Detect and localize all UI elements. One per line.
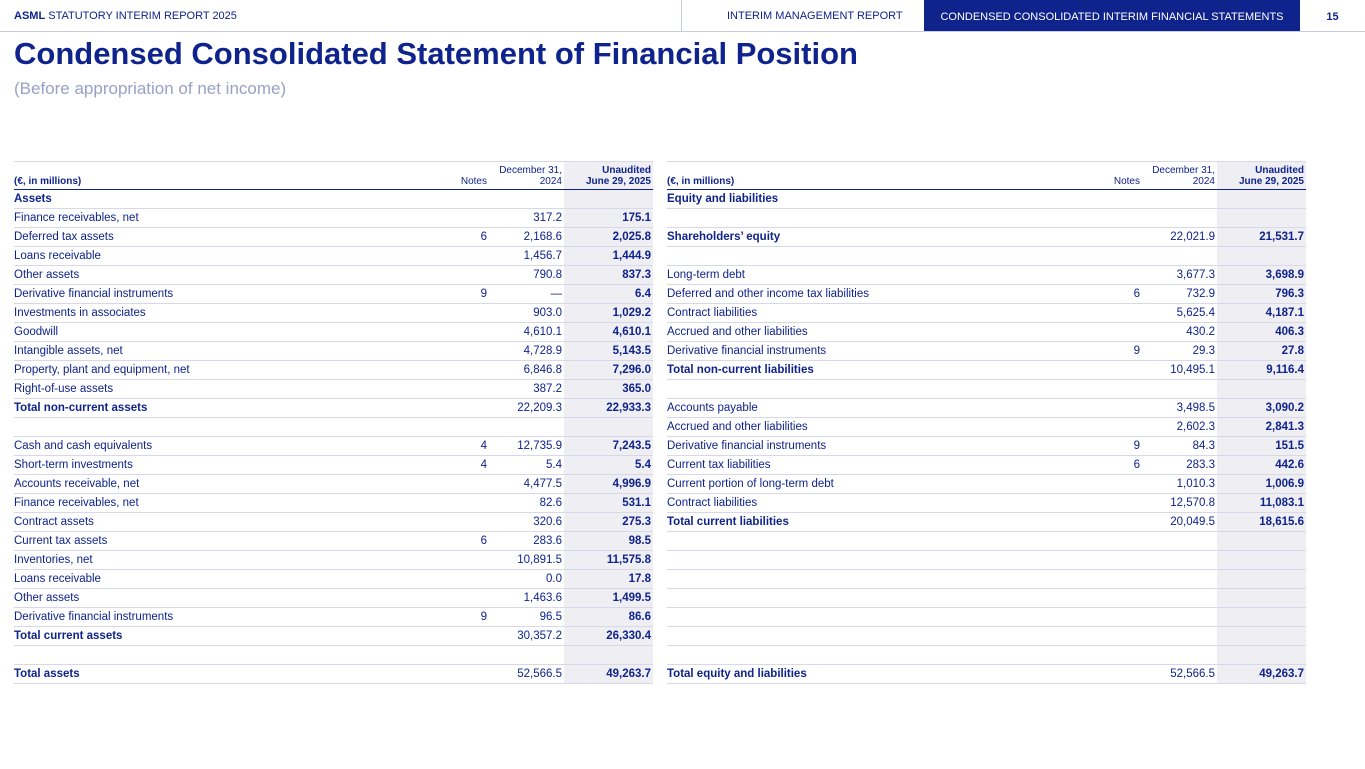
row-prior-value: 22,021.9 [1142,228,1217,247]
row-current-value: 1,006.9 [1217,475,1306,494]
row-prior-value [1142,209,1217,228]
table-row [14,627,653,646]
row-prior-value [489,418,564,437]
row-prior-value: 317.2 [489,209,564,228]
equity-liabilities-table-body [667,190,1306,684]
row-prior-value: 0.0 [489,570,564,589]
row-current-value: 275.3 [564,513,653,532]
row-current-value: 1,029.2 [564,304,653,323]
row-prior-value: 430.2 [1142,323,1217,342]
row-label [667,589,1067,608]
row-current-value: 151.5 [1217,437,1306,456]
row-prior-value [1142,247,1217,266]
current-period-line2: June 29, 2025 [585,176,651,187]
row-notes [1067,627,1142,646]
row-prior-value [1142,608,1217,627]
row-prior-value: 790.8 [489,266,564,285]
table-row [667,551,1306,570]
row-prior-value: 4,728.9 [489,342,564,361]
row-current-value: 7,296.0 [564,361,653,380]
row-label: Total non-current assets [14,399,414,418]
row-current-value: 21,531.7 [1217,228,1306,247]
report-name: STATUTORY INTERIM REPORT 2025 [45,10,237,22]
row-prior-value: 96.5 [489,608,564,627]
table-row [14,361,653,380]
row-label: Right-of-use assets [14,380,414,399]
row-label: Inventories, net [14,551,414,570]
row-prior-value: — [489,285,564,304]
row-notes [1067,323,1142,342]
row-prior-value [1142,646,1217,665]
row-current-value: 11,575.8 [564,551,653,570]
row-notes [1067,646,1142,665]
row-prior-value: 3,677.3 [1142,266,1217,285]
row-current-value [564,418,653,437]
row-notes: 6 [414,228,489,247]
table-header-row [14,162,653,190]
row-label: Deferred and other income tax liabilities [667,285,1067,304]
table-row [14,589,653,608]
row-notes: 9 [414,608,489,627]
table-row [667,304,1306,323]
row-notes [1067,190,1142,209]
row-prior-value: 283.3 [1142,456,1217,475]
row-prior-value: 10,495.1 [1142,361,1217,380]
table-row [14,570,653,589]
row-prior-value: 52,566.5 [489,665,564,684]
table-row [667,342,1306,361]
row-label: Equity and liabilities [667,190,1067,209]
row-label: Property, plant and equipment, net [14,361,414,380]
row-prior-value: 6,846.8 [489,361,564,380]
row-label: Derivative financial instruments [667,342,1067,361]
row-prior-value: 12,570.8 [1142,494,1217,513]
row-notes [1067,247,1142,266]
current-period-line1: Unaudited [1255,165,1304,176]
row-prior-value: 320.6 [489,513,564,532]
row-current-value [1217,646,1306,665]
row-current-value: 837.3 [564,266,653,285]
table-row [667,456,1306,475]
top-navigation-bar [0,0,1365,32]
row-prior-value: 84.3 [1142,437,1217,456]
row-prior-value: 4,477.5 [489,475,564,494]
row-current-value: 5.4 [564,456,653,475]
row-current-value [1217,190,1306,209]
row-notes [414,342,489,361]
table-row [14,418,653,437]
row-current-value: 531.1 [564,494,653,513]
current-period-line2: June 29, 2025 [1238,176,1304,187]
row-notes [414,380,489,399]
row-label: Current tax assets [14,532,414,551]
row-notes [414,646,489,665]
row-label: Long-term debt [667,266,1067,285]
table-row [14,342,653,361]
row-notes: 9 [1067,437,1142,456]
row-label [667,247,1067,266]
row-current-value: 49,263.7 [564,665,653,684]
row-current-value: 3,090.2 [1217,399,1306,418]
row-current-value: 3,698.9 [1217,266,1306,285]
page-subtitle: (Before appropriation of net income) [14,79,287,98]
row-notes [1067,209,1142,228]
row-notes [414,190,489,209]
row-notes [414,494,489,513]
row-prior-value [1142,190,1217,209]
row-current-value: 175.1 [564,209,653,228]
table-row [14,608,653,627]
row-notes [1067,418,1142,437]
row-notes [414,475,489,494]
page-number: 15 [1326,11,1339,23]
row-current-value [1217,570,1306,589]
row-notes [414,209,489,228]
table-row [14,456,653,475]
table-row [667,380,1306,399]
row-label [667,209,1067,228]
row-label: Other assets [14,589,414,608]
row-current-value [1217,551,1306,570]
row-notes [1067,228,1142,247]
row-current-value [1217,247,1306,266]
table-row [667,532,1306,551]
row-notes [1067,266,1142,285]
row-current-value: 4,187.1 [1217,304,1306,323]
row-label [667,608,1067,627]
row-prior-value: 903.0 [489,304,564,323]
table-row [667,418,1306,437]
row-current-value [1217,532,1306,551]
row-prior-value: 2,168.6 [489,228,564,247]
row-prior-value: 1,463.6 [489,589,564,608]
page-title: Condensed Consolidated Statement of Financial Position [14,36,858,71]
row-prior-value: 5.4 [489,456,564,475]
row-notes [1067,304,1142,323]
row-notes [1067,494,1142,513]
row-notes [1067,361,1142,380]
table-row [667,665,1306,684]
brand-name: ASML [14,10,46,22]
row-prior-value [1142,551,1217,570]
table-row [14,228,653,247]
row-current-value: 11,083.1 [1217,494,1306,513]
row-label: Total assets [14,665,414,684]
row-current-value: 365.0 [564,380,653,399]
row-current-value [564,646,653,665]
row-current-value: 2,841.3 [1217,418,1306,437]
row-current-value: 49,263.7 [1217,665,1306,684]
row-label: Derivative financial instruments [14,608,414,627]
row-notes [414,399,489,418]
row-current-value: 27.8 [1217,342,1306,361]
row-label: Total equity and liabilities [667,665,1067,684]
table-row [667,608,1306,627]
row-notes [414,247,489,266]
table-row [667,494,1306,513]
row-label: Other assets [14,266,414,285]
row-label: Contract assets [14,513,414,532]
column-header-notes: Notes [1067,162,1142,190]
row-label: Loans receivable [14,247,414,266]
table-row [667,589,1306,608]
row-current-value: 1,444.9 [564,247,653,266]
row-current-value: 18,615.6 [1217,513,1306,532]
row-current-value [1217,380,1306,399]
row-notes [1067,665,1142,684]
table-row [14,475,653,494]
table-row [14,190,653,209]
table-row [14,399,653,418]
row-notes [1067,399,1142,418]
row-prior-value [1142,532,1217,551]
column-header-current-period [1217,162,1306,190]
row-prior-value [1142,627,1217,646]
table-header-row [667,162,1306,190]
table-row [667,646,1306,665]
column-header-prior-period [1142,162,1217,190]
row-label: Accounts payable [667,399,1067,418]
row-label [14,646,414,665]
row-notes: 4 [414,456,489,475]
row-prior-value: 1,010.3 [1142,475,1217,494]
row-notes [1067,380,1142,399]
row-current-value: 7,243.5 [564,437,653,456]
row-label [14,418,414,437]
assets-table [14,161,653,684]
report-brand [14,10,237,22]
row-notes [1067,608,1142,627]
row-current-value: 2,025.8 [564,228,653,247]
table-row [14,247,653,266]
row-current-value: 442.6 [1217,456,1306,475]
prior-period-line1: December 31, [1152,165,1215,176]
row-label: Accrued and other liabilities [667,323,1067,342]
row-current-value [1217,589,1306,608]
table-row [667,437,1306,456]
row-current-value: 4,996.9 [564,475,653,494]
table-row [14,437,653,456]
table-row [14,665,653,684]
row-label: Derivative financial instruments [14,285,414,304]
row-notes: 9 [1067,342,1142,361]
table-row [667,285,1306,304]
row-label: Total current assets [14,627,414,646]
row-label: Derivative financial instruments [667,437,1067,456]
row-notes [414,513,489,532]
row-current-value: 5,143.5 [564,342,653,361]
row-label: Shareholders’ equity [667,228,1067,247]
row-prior-value: 2,602.3 [1142,418,1217,437]
row-label: Loans receivable [14,570,414,589]
row-label: Deferred tax assets [14,228,414,247]
column-header-prior-period [489,162,564,190]
row-label [667,646,1067,665]
table-row [14,380,653,399]
nav-financial-statements[interactable]: CONDENSED CONSOLIDATED INTERIM FINANCIAL STATEMENTS [924,0,1300,31]
row-current-value: 17.8 [564,570,653,589]
table-row [14,285,653,304]
row-prior-value: 30,357.2 [489,627,564,646]
table-row [14,323,653,342]
row-prior-value [1142,380,1217,399]
table-row [14,532,653,551]
table-row [14,513,653,532]
row-prior-value: 4,610.1 [489,323,564,342]
row-label: Contract liabilities [667,494,1067,513]
row-prior-value: 3,498.5 [1142,399,1217,418]
row-label [667,627,1067,646]
row-notes [1067,513,1142,532]
equity-liabilities-table [667,161,1306,684]
table-row [14,494,653,513]
row-current-value: 86.6 [564,608,653,627]
row-label: Finance receivables, net [14,494,414,513]
row-prior-value: 29.3 [1142,342,1217,361]
row-notes [414,266,489,285]
row-notes: 4 [414,437,489,456]
nav-divider [681,0,682,31]
row-notes [414,418,489,437]
row-label [667,551,1067,570]
column-header-notes: Notes [414,162,489,190]
table-row [14,266,653,285]
row-notes [414,589,489,608]
row-current-value: 406.3 [1217,323,1306,342]
row-notes [414,304,489,323]
table-row [667,323,1306,342]
row-current-value: 26,330.4 [564,627,653,646]
row-notes [414,570,489,589]
row-prior-value: 10,891.5 [489,551,564,570]
row-prior-value: 5,625.4 [1142,304,1217,323]
row-current-value: 98.5 [564,532,653,551]
row-notes [414,323,489,342]
row-prior-value: 52,566.5 [1142,665,1217,684]
table-row [667,228,1306,247]
row-current-value [564,190,653,209]
row-prior-value: 20,049.5 [1142,513,1217,532]
table-row [667,570,1306,589]
row-label: Cash and cash equivalents [14,437,414,456]
row-current-value: 22,933.3 [564,399,653,418]
row-notes [1067,532,1142,551]
prior-period-line2: 2024 [539,176,562,187]
row-prior-value: 82.6 [489,494,564,513]
row-prior-value: 22,209.3 [489,399,564,418]
row-label [667,380,1067,399]
table-row [667,627,1306,646]
row-notes [414,665,489,684]
table-row [667,209,1306,228]
column-header-current-period [564,162,653,190]
row-label: Accounts receivable, net [14,475,414,494]
table-row [667,475,1306,494]
row-notes [1067,570,1142,589]
row-prior-value: 1,456.7 [489,247,564,266]
row-prior-value [489,646,564,665]
table-row [667,513,1306,532]
table-row [667,361,1306,380]
row-prior-value [489,190,564,209]
prior-period-line2: 2024 [1192,176,1215,187]
table-row [667,399,1306,418]
row-prior-value: 387.2 [489,380,564,399]
row-current-value [1217,209,1306,228]
row-label: Investments in associates [14,304,414,323]
row-label: Total non-current liabilities [667,361,1067,380]
row-prior-value [1142,589,1217,608]
current-period-line1: Unaudited [602,165,651,176]
row-notes: 6 [1067,285,1142,304]
row-current-value: 4,610.1 [564,323,653,342]
row-label: Current portion of long-term debt [667,475,1067,494]
row-notes: 6 [1067,456,1142,475]
row-label: Goodwill [14,323,414,342]
row-notes [1067,589,1142,608]
row-current-value: 9,116.4 [1217,361,1306,380]
row-label: Intangible assets, net [14,342,414,361]
row-notes [414,551,489,570]
table-row [667,247,1306,266]
table-row [14,551,653,570]
row-label [667,570,1067,589]
table-row [14,646,653,665]
prior-period-line1: December 31, [499,165,562,176]
row-label [667,532,1067,551]
row-label: Current tax liabilities [667,456,1067,475]
row-notes: 6 [414,532,489,551]
row-label: Assets [14,190,414,209]
row-prior-value: 283.6 [489,532,564,551]
row-prior-value: 732.9 [1142,285,1217,304]
row-current-value: 796.3 [1217,285,1306,304]
table-row [14,209,653,228]
nav-interim-management-report[interactable]: INTERIM MANAGEMENT REPORT [727,10,903,22]
row-current-value: 1,499.5 [564,589,653,608]
row-label: Total current liabilities [667,513,1067,532]
table-row [667,266,1306,285]
row-label: Short-term investments [14,456,414,475]
row-label: Contract liabilities [667,304,1067,323]
row-notes [1067,475,1142,494]
row-current-value: 6.4 [564,285,653,304]
row-notes: 9 [414,285,489,304]
table-row [14,304,653,323]
row-notes [414,361,489,380]
column-header-label: (€, in millions) [667,162,1067,190]
row-current-value [1217,627,1306,646]
table-row [667,190,1306,209]
row-current-value [1217,608,1306,627]
row-notes [1067,551,1142,570]
assets-table-body [14,190,653,684]
row-notes [414,627,489,646]
row-prior-value [1142,570,1217,589]
row-label: Accrued and other liabilities [667,418,1067,437]
row-label: Finance receivables, net [14,209,414,228]
column-header-label: (€, in millions) [14,162,414,190]
row-prior-value: 12,735.9 [489,437,564,456]
